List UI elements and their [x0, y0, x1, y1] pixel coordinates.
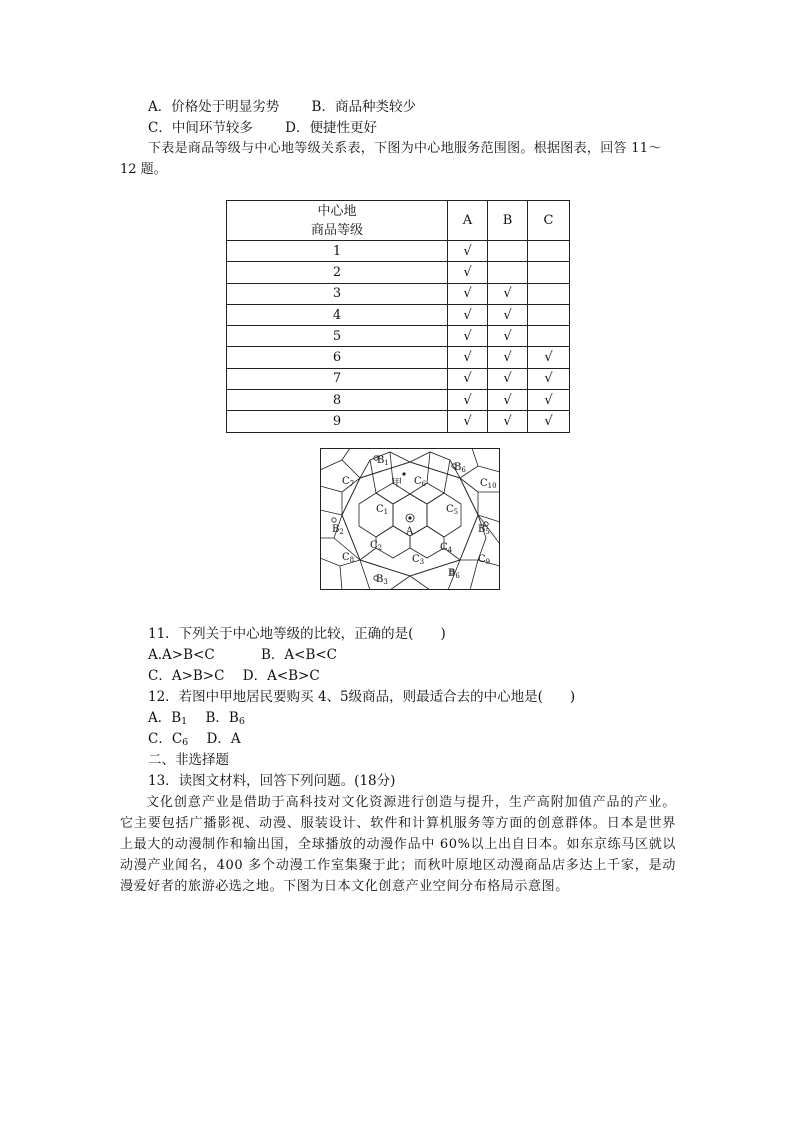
q12-option-b: B．$B_6$	[205, 710, 245, 727]
grade-cell: 1	[227, 241, 448, 262]
map-label-c4: $C_4$	[440, 542, 453, 554]
section-heading: 二、非选择题	[148, 752, 229, 768]
table-row	[227, 283, 570, 304]
q10-option-d: D．便捷性更好	[285, 120, 377, 136]
table-row	[227, 390, 570, 411]
check-cell-a: √	[448, 390, 488, 411]
map-label-b3: $B_3$	[376, 574, 388, 586]
q10-option-a: A．价格处于明显劣势	[148, 99, 280, 115]
column-header-a: A	[448, 201, 488, 241]
table-row	[227, 326, 570, 347]
table-corner-header	[227, 201, 448, 241]
header-center-label: 中心地	[317, 203, 357, 219]
q11-option-b: B．A<B<C	[260, 647, 338, 663]
intro-line-1: 下表是商品等级与中心地等级关系表，下图为中心地服务范围图。根据图表，回答 11～	[148, 141, 662, 156]
table-row	[227, 262, 570, 283]
map-label-c8: $C_8$	[342, 552, 355, 564]
q12-option-d: D．A	[206, 731, 241, 747]
check-cell-a: √	[448, 304, 488, 325]
check-cell-c: √	[528, 390, 570, 411]
check-cell-b	[488, 241, 528, 262]
q12-option-a: A．$B_1$	[148, 710, 188, 727]
check-cell-c: √	[528, 368, 570, 389]
jia-point	[402, 472, 405, 475]
q10-option-c: C．中间环节较多	[148, 120, 253, 136]
map-label-c6: $C_6$	[414, 476, 427, 488]
column-header-b: B	[488, 201, 528, 241]
check-cell-c	[528, 283, 570, 304]
grade-cell: 3	[227, 283, 448, 304]
map-label-b6-bottom: $B_6$	[448, 568, 460, 580]
check-cell-a: √	[448, 411, 488, 432]
q11-option-d: D．A<B>C	[242, 668, 320, 684]
grade-cell: 2	[227, 262, 448, 283]
q10-option-b: B．商品种类较少	[311, 99, 416, 115]
grade-cell: 7	[227, 368, 448, 389]
grade-cell: 8	[227, 390, 448, 411]
check-cell-b: √	[488, 390, 528, 411]
check-cell-a: √	[448, 241, 488, 262]
map-label-c2: $C_2$	[370, 540, 383, 552]
map-label-c5: $C_5$	[446, 504, 459, 516]
table-header-row	[227, 201, 570, 241]
check-cell-a: √	[448, 283, 488, 304]
q11-options-row-2	[148, 666, 320, 686]
central-place-map-figure	[320, 448, 500, 590]
grade-cell: 4	[227, 304, 448, 325]
check-cell-c	[528, 326, 570, 347]
grade-table	[226, 200, 570, 433]
map-label-a: A	[406, 526, 414, 537]
check-cell-c	[528, 262, 570, 283]
check-cell-b: √	[488, 411, 528, 432]
q11-option-a: A.A>B<C	[148, 647, 215, 663]
check-cell-a: √	[448, 326, 488, 347]
map-label-b2: $B_2$	[332, 524, 344, 536]
table-row	[227, 411, 570, 432]
check-cell-b: √	[488, 326, 528, 347]
header-grade-label: 商品等级	[310, 222, 363, 238]
check-cell-a: √	[448, 347, 488, 368]
intro-line-2: 12 题。	[120, 162, 167, 177]
q11-stem: 11．下列关于中心地等级的比较，正确的是( )	[148, 626, 446, 642]
central-place-map	[320, 448, 500, 590]
table-row	[227, 347, 570, 368]
q11-option-c: C．A>B>C	[148, 668, 225, 684]
table-row	[227, 241, 570, 262]
grade-cell: 6	[227, 347, 448, 368]
q12-option-c: C．$C_6$	[148, 731, 189, 748]
q12-options-row-1	[148, 708, 245, 728]
map-label-b5: $B_5$	[478, 524, 490, 536]
check-cell-b: √	[488, 368, 528, 389]
q13-paragraph: 文化创意产业是借助于高科技对文化资源进行创造与提升，生产高附加值产品的产业。它主要包括广播影视、动漫、服装设计、软件和计算机服务等方面的创意群体。日本是世界上最大的动漫制作和输出国，全球播放的动漫作品中 60%以上出自日本。如东京练马区就以动漫产业闻名，400 多个动漫工作室集聚于此；而秋叶原地区动漫商品店多达上千家，是动漫爱好者的旅游必选之地。下图为日本文化创意产业空间分布格局示意图。	[120, 795, 676, 894]
check-cell-c: √	[528, 411, 570, 432]
check-cell-c	[528, 241, 570, 262]
map-label-b6-top: $B_6$	[454, 462, 466, 474]
q12-options-row-2	[148, 729, 241, 749]
check-cell-c: √	[528, 347, 570, 368]
check-cell-b: √	[488, 347, 528, 368]
check-cell-c	[528, 304, 570, 325]
column-header-c: C	[528, 201, 570, 241]
map-label-c9: $C_9$	[478, 554, 491, 566]
check-cell-b: √	[488, 283, 528, 304]
q12-stem: 12．若图中甲地居民要购买 4、5级商品，则最适合去的中心地是( )	[148, 689, 576, 705]
table-row	[227, 368, 570, 389]
check-cell-b: √	[488, 304, 528, 325]
check-cell-a: √	[448, 262, 488, 283]
q10-options-row-2	[148, 118, 377, 138]
check-cell-b	[488, 262, 528, 283]
q13-stem: 13．读图文材料，回答下列问题。(18分)	[148, 773, 396, 789]
map-label-c7: $C_7$	[342, 476, 355, 488]
map-label-jia: 甲	[392, 478, 402, 489]
grade-cell: 9	[227, 411, 448, 432]
table-row	[227, 304, 570, 325]
map-label-c1: $C_1$	[376, 504, 389, 516]
q11-options-row-1	[148, 645, 337, 665]
check-cell-a: √	[448, 368, 488, 389]
grade-cell: 5	[227, 326, 448, 347]
map-label-b1: $B_1$	[377, 455, 389, 467]
q10-options-row-1	[148, 97, 416, 117]
map-label-c10: $C_{10}$	[480, 478, 497, 490]
map-label-c3: $C_3$	[412, 554, 425, 566]
